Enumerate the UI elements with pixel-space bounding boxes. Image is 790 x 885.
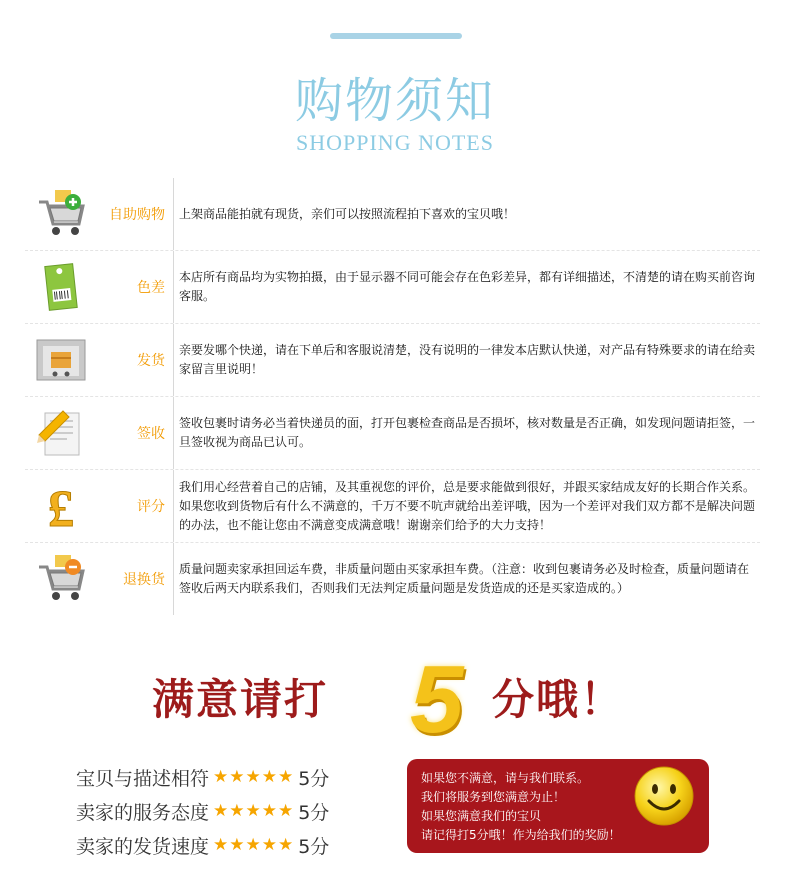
note-text: 本店所有商品均为实物拍摄，由于显示器不同可能会存在色彩差异，都有详细描述，不清楚的请在购买前咨询客服。 [179,270,756,303]
note-label: 发货 [137,353,165,369]
star-rating-icon: ★★★★★ [213,767,295,787]
banner-number-five: 5 [410,646,464,753]
star-rating-icon: ★★★★★ [213,801,295,821]
note-row-returns [25,543,760,615]
contact-line: 如果您满意我们的宝贝 [421,809,542,823]
rating-row [76,828,406,862]
banner-text-left: 满意请打 [152,675,329,724]
contact-line: 我们将服务到您满意为止！ [421,790,566,804]
page-subtitle: SHOPPING NOTES [296,130,494,155]
header-accent-bar [330,33,462,39]
rating-row [76,760,406,794]
shopping-cart-minus-icon [33,551,89,607]
star-rating-icon: ★★★★★ [213,835,295,855]
note-row-rating [25,470,760,543]
note-label: 退换货 [123,572,165,588]
note-row-sign-receipt [25,397,760,470]
note-label: 自助购物 [109,207,165,223]
rating-score: 5分 [298,801,330,824]
rating-row [76,794,406,828]
note-divider [173,470,174,542]
banner-text-right: 分哦！ [492,675,625,724]
shopping-cart-plus-icon [33,186,89,242]
note-divider [173,543,174,615]
contact-line: 请记得打5分哦！作为给我们的奖励！ [421,828,621,842]
price-tag-icon [33,259,89,315]
note-text: 我们用心经营着自己的店铺，及其重视您的评价，总是要求能做到很好，并跟买家结成友好的长期合作关系。如果您收到货物后有什么不满意的，千万不要不吭声就给出差评哦，因为一个差评对我们双方都不是解决问题的办法，也不能让您由不满意变成满意哦！谢谢亲们给予的大力支持！ [179,479,756,532]
note-row-self-shopping [25,178,760,251]
rating-label: 卖家的服务态度 [76,801,210,824]
rating-request-banner [0,645,790,753]
note-row-shipping [25,324,760,397]
note-label: 评分 [137,499,165,515]
note-text: 签收包裹时请务必当着快递员的面，打开包裹检查商品是否损坏，核对数量是否正确，如发现问题请拒签，一旦签收视为商品已认可。 [179,416,756,449]
note-divider [173,397,174,469]
note-row-color-difference [25,251,760,324]
rating-list [76,760,406,862]
shopping-notes-list [25,178,760,615]
svg-text:£: £ [48,481,74,534]
pound-sign-icon [33,478,89,534]
rating-label: 卖家的发货速度 [76,835,210,858]
note-text: 上架商品能拍就有现货，亲们可以按照流程拍下喜欢的宝贝哦！ [179,206,516,221]
contact-line: 如果您不满意，请与我们联系。 [421,771,590,785]
note-text: 质量问题卖家承担回运车费，非质量问题由买家承担车费。（注意：收到包裹请务必及时检查，质量问题请在签收后两天内联系我们，否则我们无法判定质量问题是发货造成的还是买家造成的。） [179,562,750,595]
rating-score: 5分 [298,835,330,858]
smiley-face-icon [633,765,695,827]
note-divider [173,178,174,250]
note-text: 亲要发哪个快递，请在下单后和客服说清楚，没有说明的一律发本店默认快递，对产品有特殊要求的请在给卖家留言里说明！ [179,343,756,376]
page-title: 购物须知 [294,73,495,129]
note-divider [173,251,174,323]
rating-score: 5分 [298,767,330,790]
rating-label: 宝贝与描述相符 [76,767,210,790]
note-label: 色差 [137,280,165,296]
document-pencil-icon [33,405,89,461]
note-label: 签收 [137,426,165,442]
note-divider [173,324,174,396]
delivery-box-icon [33,332,89,388]
